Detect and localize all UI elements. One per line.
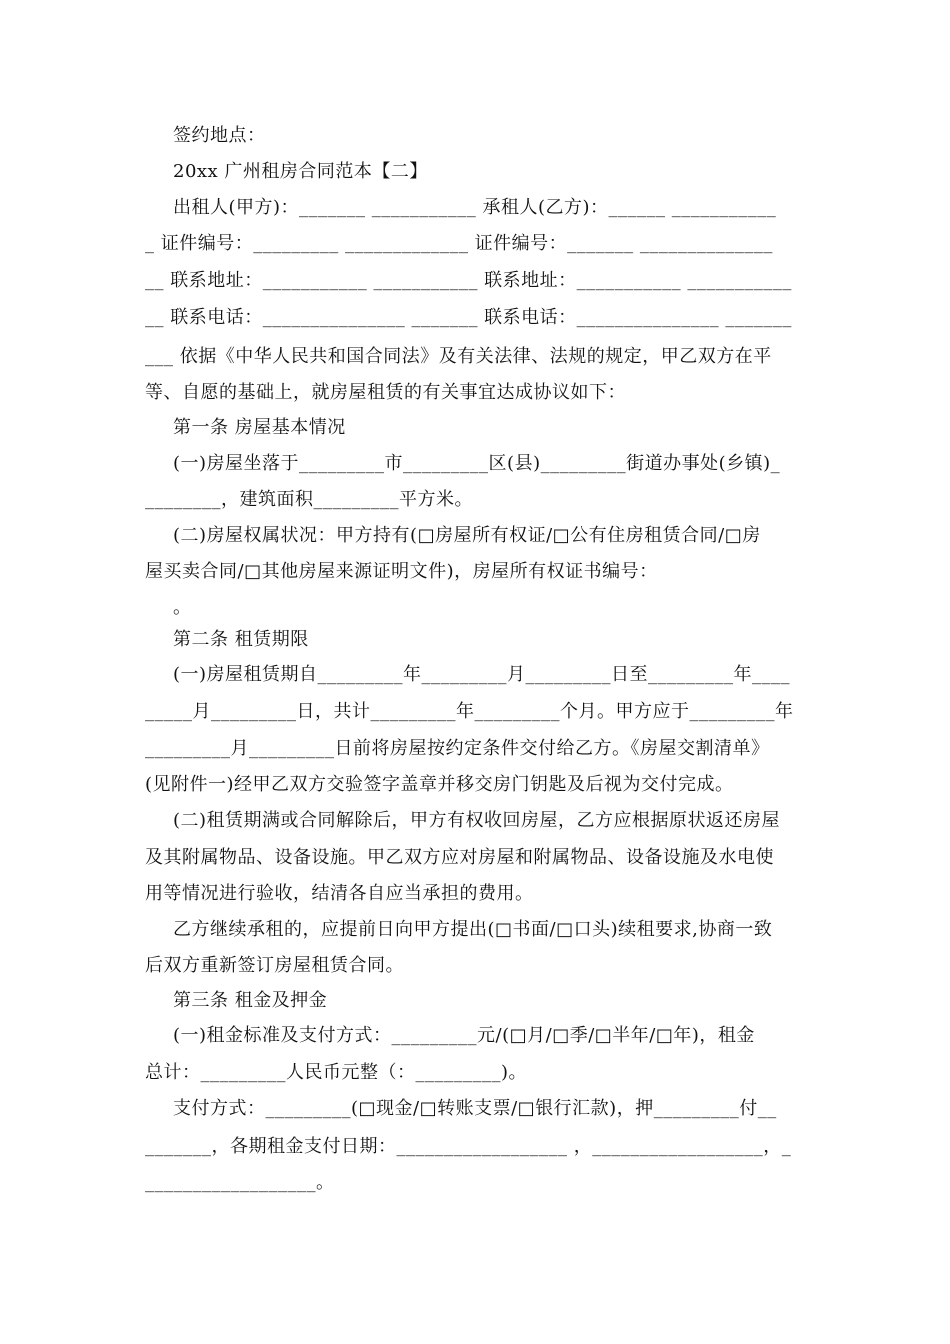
article-1-clause-1-line-1: (一)房屋坐落于_________市_________区(县)_________街道办事处(乡镇)_ <box>173 453 781 474</box>
article-1-clause-2-line-1: (二)房屋权属状况：甲方持有(□房屋所有权证/□公有住房租赁合同/□房 <box>173 525 761 546</box>
article-1-clause-2-line-2: 屋买卖合同/□其他房屋来源证明文件)，房屋所有权证书编号： <box>145 561 658 582</box>
article-2-clause-1-line-3: _________月_________日前将房屋按约定条件交付给乙方。《房屋交割清单》 <box>145 738 770 759</box>
payment-method-line-2: _______，各期租金支付日期：__________________ ，__________________，_ <box>145 1136 792 1157</box>
article-2-clause-2-line-2: 及其附属物品、设备设施。甲乙双方应对房屋和附属物品、设备设施及水电使 <box>145 847 774 868</box>
article-3-clause-1-line-2: 总计：_________人民币元整（：_________)。 <box>145 1062 528 1083</box>
renewal-line-1: 乙方继续承租的，应提前日向甲方提出(□书面/□口头)续租要求,协商一致 <box>173 919 773 940</box>
preamble-line-1: ___ 依据《中华人民共和国合同法》及有关法律、法规的规定，甲乙双方在平 <box>145 346 772 367</box>
article-2-clause-1-line-4: (见附件一)经甲乙双方交验签字盖章并移交房门钥匙及后视为交付完成。 <box>145 774 734 795</box>
payment-method-line-1: 支付方式：_________(□现金/□转账支票/□银行汇款)，押_________付__ <box>173 1098 777 1119</box>
document-title: 20xx 广州租房合同范本【二】 <box>173 161 428 182</box>
article-1-heading: 第一条 房屋基本情况 <box>173 417 346 438</box>
article-2-heading: 第二条 租赁期限 <box>173 629 309 650</box>
article-2-clause-1-line-1: (一)房屋租赁期自_________年_________月_________日至_________年____ <box>173 664 791 685</box>
preamble-line-2: 等、自愿的基础上，就房屋租赁的有关事宜达成协议如下： <box>145 382 626 403</box>
parties-line: 出租人(甲方)：_______ ___________ 承租人(乙方)：______ ___________ <box>173 197 777 218</box>
payment-method-line-3: __________________。 <box>145 1172 335 1193</box>
article-1-clause-2-line-3: 。 <box>173 597 192 618</box>
article-3-clause-1-line-1: (一)租金标准及支付方式：_________元/(□月/□季/□半年/□年)，租金 <box>173 1025 755 1046</box>
phone-line: __ 联系电话：_______________ _______ 联系电话：_______________ _______ <box>145 307 792 328</box>
renewal-line-2: 后双方重新签订房屋租赁合同。 <box>145 955 404 976</box>
id-number-line: _ 证件编号：_________ _____________ 证件编号：_______ ______________ <box>145 233 773 254</box>
address-line: __ 联系地址：___________ ___________ 联系地址：___________ ___________ <box>145 270 792 291</box>
article-2-clause-2-line-3: 用等情况进行验收，结清各自应当承担的费用。 <box>145 883 534 904</box>
article-3-heading: 第三条 租金及押金 <box>173 990 328 1011</box>
article-2-clause-1-line-2: _____月_________日，共计_________年_________个月。甲方应于_________年 <box>145 701 794 722</box>
article-2-clause-2-line-1: (二)租赁期满或合同解除后，甲方有权收回房屋，乙方应根据原状返还房屋 <box>173 810 781 831</box>
sign-location-line: 签约地点： <box>173 125 266 146</box>
article-1-clause-1-line-2: ________，建筑面积_________平方米。 <box>145 489 473 510</box>
